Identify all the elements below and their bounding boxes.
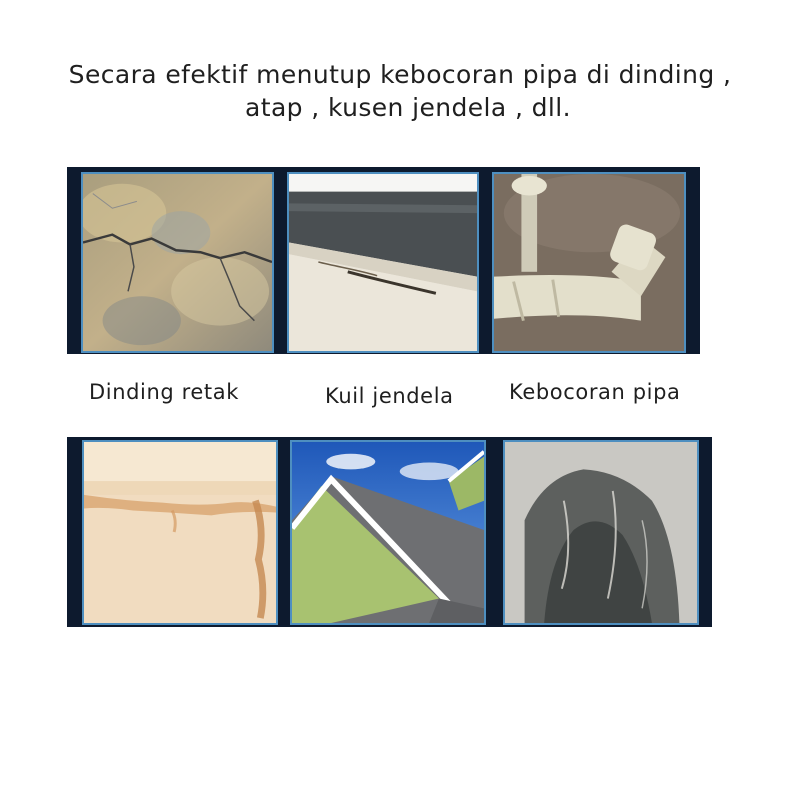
damp-wall-photo xyxy=(503,440,699,625)
window-sill-photo xyxy=(287,172,479,353)
pipe-leak-photo xyxy=(492,172,686,353)
roof-photo xyxy=(290,440,486,625)
headline xyxy=(0,58,800,124)
cracked-wall-photo xyxy=(81,172,274,353)
caption-window-sill: Kuil jendela xyxy=(325,384,454,408)
headline-line-2: atap , kusen jendela , dll. xyxy=(245,93,571,122)
caption-pipe-leak: Kebocoran pipa xyxy=(509,380,681,404)
headline-line-1: Secara efektif menutup kebocoran pipa di dinding , xyxy=(68,60,732,89)
ceiling-stain-photo xyxy=(82,440,278,625)
caption-cracked-wall: Dinding retak xyxy=(89,380,239,404)
